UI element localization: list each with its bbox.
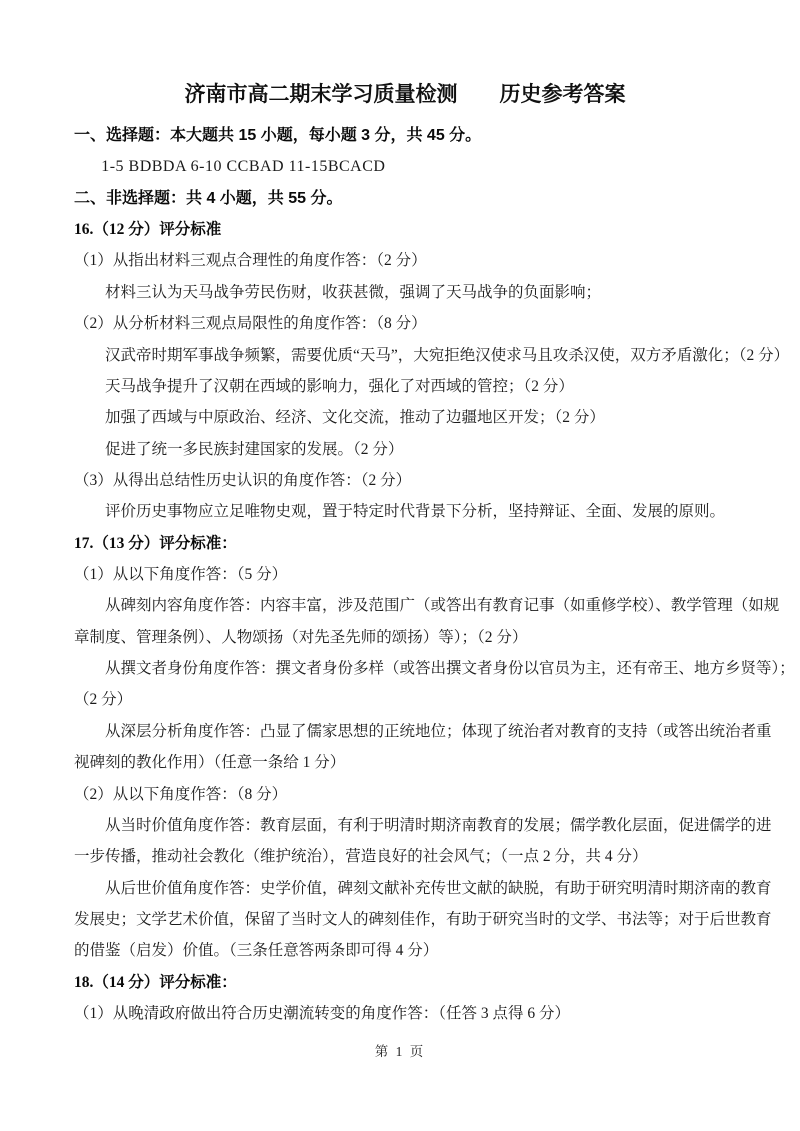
- q18-part1-label: （1）从晚清政府做出符合历史潮流转变的角度作答：（任答 3 点得 6 分）: [74, 1005, 571, 1023]
- q17-answer-line: 从碑刻内容角度作答：内容丰富，涉及范围广（或答出有教育记事（如重修学校）、教学管理（如规: [105, 597, 780, 615]
- q16-heading: 16.（12 分）评分标准: [74, 221, 222, 239]
- q17-answer-line: 章制度、管理条例）、人物颂扬（对先圣先师的颂扬）等）；（2 分）: [74, 628, 528, 646]
- q16-answer-line: 促进了统一多民族封建国家的发展。（2 分）: [105, 440, 404, 458]
- page-title: 济南市高二期末学习质量检测 历史参考答案: [184, 83, 626, 106]
- q16-answer-line: 天马战争提升了汉朝在西域的影响力，强化了对西域的管控；（2 分）: [105, 377, 574, 395]
- q17-answer-line: 一步传播，推动社会教化（维护统治），营造良好的社会风气；（一点 2 分，共 4 分）: [74, 848, 648, 866]
- q16-answer-line: 加强了西域与中原政治、经济、文化交流，推动了边疆地区开发；（2 分）: [105, 409, 605, 427]
- section-1-heading: 一、选择题：本大题共 15 小题，每小题 3 分，共 45 分。: [74, 127, 482, 144]
- q17-answer-line: 的借鉴（启发）价值。（三条任意答两条即可得 4 分）: [74, 942, 439, 960]
- q16-answer-line: 评价历史事物应立足唯物史观，置于特定时代背景下分析，坚持辩证、全面、发展的原则。: [105, 503, 726, 521]
- q17-part2-label: （2）从以下角度作答：（8 分）: [74, 785, 288, 803]
- q17-answer-line: （2 分）: [74, 691, 133, 709]
- q16-answer-line: 材料三认为天马战争劳民伤财，收获甚微，强调了天马战争的负面影响；: [105, 283, 602, 301]
- q17-part1-label: （1）从以下角度作答：（5 分）: [74, 566, 288, 584]
- q17-answer-line: 视碑刻的教化作用）（任意一条给 1 分）: [74, 754, 346, 772]
- document-content: [74, 82, 795, 1029]
- q17-answer-line: 从当时价值角度作答：教育层面，有利于明清时期济南教育的发展；儒学教化层面，促进儒学的进: [105, 816, 772, 834]
- q17-answer-line: 从撰文者身份角度作答：撰文者身份多样（或答出撰文者身份以官员为主，还有帝王、地方乡贤等）；: [105, 660, 795, 678]
- q17-answer-line: 发展史；文学艺术价值，保留了当时文人的碑刻佳作，有助于研究当时的文学、书法等；对于后世教育: [74, 910, 772, 928]
- mcq-answers: 1-5 BDBDA 6-10 CCBAD 11-15BCACD: [101, 158, 386, 176]
- q17-heading: 17.（13 分）评分标准：: [74, 534, 237, 552]
- page-number: 第 1 页: [374, 1044, 426, 1059]
- q16-part2-label: （2）从分析材料三观点局限性的角度作答：（8 分）: [74, 315, 427, 333]
- q18-heading: 18.（14 分）评分标准：: [74, 973, 237, 991]
- q16-part1-label: （1）从指出材料三观点合理性的角度作答：（2 分）: [74, 252, 427, 270]
- q17-answer-line: 从深层分析角度作答：凸显了儒家思想的正统地位；体现了统治者对教育的支持（或答出统治者重: [105, 722, 772, 740]
- section-2-heading: 二、非选择题：共 4 小题，共 55 分。: [74, 189, 343, 207]
- q16-part3-label: （3）从得出总结性历史认识的角度作答：（2 分）: [74, 471, 412, 489]
- q17-answer-line: 从后世价值角度作答：史学价值，碑刻文献补充传世文献的缺脱，有助于研究明清时期济南的教育: [105, 879, 772, 897]
- q16-answer-line: 汉武帝时期军事战争频繁，需要优质“天马”，大宛拒绝汉使求马且攻杀汉使，双方矛盾激化；（2 分）: [105, 346, 790, 364]
